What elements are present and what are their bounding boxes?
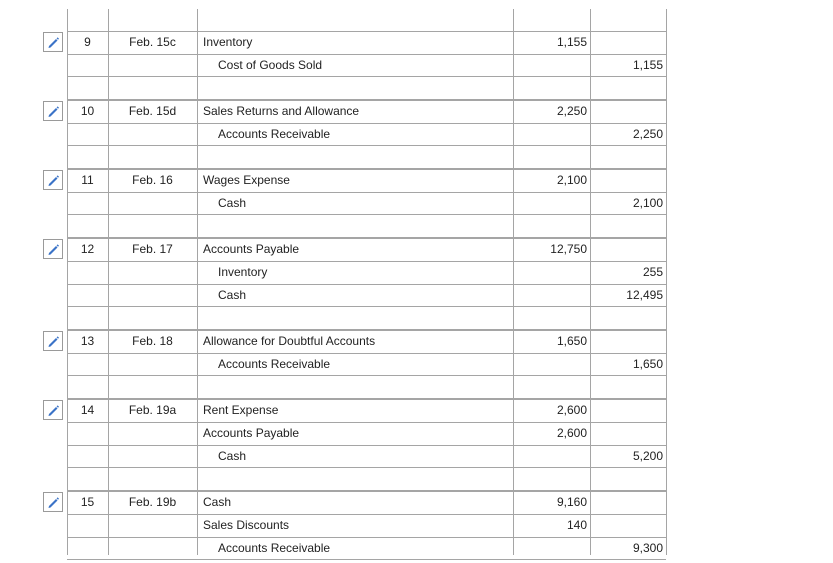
journal-line-row [67,192,666,215]
entry-date: Feb. 15d [128,104,177,118]
debit-account-cell[interactable]: Allowance for Doubtful Accounts [203,334,376,348]
credit-amount-cell[interactable] [591,32,666,53]
debit-amount-cell[interactable]: 140 [566,518,587,532]
debit-amount-cell[interactable]: 2,600 [556,403,587,417]
entry-number: 11 [81,173,94,187]
blank-row [67,146,666,169]
journal-line-row [67,123,666,146]
journal-line-row [67,537,666,560]
pencil-icon [46,173,60,187]
entry-date: Feb. 16 [132,173,173,187]
credit-amount-cell[interactable] [591,492,666,513]
credit-account-cell[interactable]: Inventory [218,265,268,279]
credit-amount-cell[interactable] [591,423,666,444]
journal-line-row [67,169,666,192]
pencil-icon [46,35,60,49]
journal-line-row [67,330,666,353]
journal-line-row [67,422,666,445]
journal-line-row [67,238,666,261]
credit-account-cell[interactable]: Cost of Goods Sold [218,58,323,72]
debit-account-cell[interactable]: Accounts Payable [203,426,300,440]
pencil-icon [46,495,60,509]
entry-number: 10 [80,104,95,118]
credit-amount-cell[interactable]: 1,155 [632,58,663,72]
credit-amount-cell[interactable]: 5,200 [632,449,663,463]
edit-entry-button[interactable] [43,32,63,52]
debit-amount-cell[interactable] [514,124,590,145]
edit-entry-button[interactable] [43,239,63,259]
debit-account-cell[interactable]: Cash [203,495,232,509]
debit-amount-cell[interactable] [514,285,590,306]
credit-amount-cell[interactable]: 255 [642,265,663,279]
journal-line-row [67,100,666,123]
credit-amount-cell[interactable] [591,101,666,122]
blank-row [67,215,666,238]
column-divider [666,9,667,555]
debit-amount-cell[interactable]: 2,600 [556,426,587,440]
blank-row [67,468,666,491]
entry-date: Feb. 19b [128,495,177,509]
journal-line-row [67,261,666,284]
credit-amount-cell[interactable]: 2,100 [632,196,663,210]
debit-amount-cell[interactable] [514,262,590,283]
debit-amount-cell[interactable] [514,538,590,559]
debit-account-cell[interactable]: Wages Expense [203,173,290,187]
debit-amount-cell[interactable]: 2,100 [556,173,587,187]
pencil-icon [46,242,60,256]
credit-amount-cell[interactable] [591,331,666,352]
edit-entry-button[interactable] [43,101,63,121]
edit-entry-button[interactable] [43,331,63,351]
journal-line-row [67,514,666,537]
entry-number: 14 [80,403,95,417]
credit-account-cell[interactable]: Accounts Receivable [218,357,331,371]
credit-amount-cell[interactable]: 12,495 [626,288,663,302]
credit-amount-cell[interactable] [591,515,666,536]
entry-number: 15 [80,495,95,509]
debit-amount-cell[interactable] [514,55,590,76]
entry-number: 9 [84,35,91,49]
credit-account-cell[interactable]: Cash [218,196,247,210]
journal-line-row [67,491,666,514]
entry-number: 13 [80,334,95,348]
entry-date: Feb. 19a [128,403,177,417]
debit-amount-cell[interactable] [514,354,590,375]
credit-account-cell[interactable]: Accounts Receivable [218,541,331,555]
journal-line-row [67,445,666,468]
debit-amount-cell[interactable]: 9,160 [556,495,587,509]
credit-amount-cell[interactable]: 9,300 [632,541,663,555]
debit-amount-cell[interactable]: 1,650 [556,334,587,348]
journal-line-row [67,54,666,77]
edit-entry-button[interactable] [43,400,63,420]
pencil-icon [46,403,60,417]
debit-account-cell[interactable]: Accounts Payable [203,242,300,256]
debit-amount-cell[interactable]: 12,750 [550,242,587,256]
debit-amount-cell[interactable]: 1,155 [556,35,587,49]
debit-account-cell[interactable]: Inventory [203,35,253,49]
credit-amount-cell[interactable]: 1,650 [632,357,663,371]
edit-entry-button[interactable] [43,492,63,512]
blank-row [67,307,666,330]
entry-date: Feb. 15c [129,35,176,49]
debit-amount-cell[interactable] [514,193,590,214]
credit-amount-cell[interactable]: 2,250 [632,127,663,141]
journal-line-row [67,353,666,376]
journal-line-row [67,31,666,54]
credit-amount-cell[interactable] [591,239,666,260]
debit-account-cell[interactable]: Sales Returns and Allowance [203,104,360,118]
credit-account-cell[interactable]: Accounts Receivable [218,127,331,141]
edit-entry-button[interactable] [43,170,63,190]
pencil-icon [46,334,60,348]
debit-amount-cell[interactable]: 2,250 [556,104,587,118]
credit-amount-cell[interactable] [591,170,666,191]
journal-line-row [67,284,666,307]
entry-date: Feb. 18 [132,334,173,348]
debit-account-cell[interactable]: Sales Discounts [203,518,290,532]
debit-account-cell[interactable]: Rent Expense [203,403,279,417]
credit-account-cell[interactable]: Cash [218,288,247,302]
credit-account-cell[interactable]: Cash [218,449,247,463]
entry-date: Feb. 17 [132,242,173,256]
debit-amount-cell[interactable] [514,446,590,467]
credit-amount-cell[interactable] [591,400,666,421]
journal-line-row [67,399,666,422]
blank-row [67,77,666,100]
entry-number: 12 [80,242,95,256]
blank-row [67,376,666,399]
pencil-icon [46,104,60,118]
